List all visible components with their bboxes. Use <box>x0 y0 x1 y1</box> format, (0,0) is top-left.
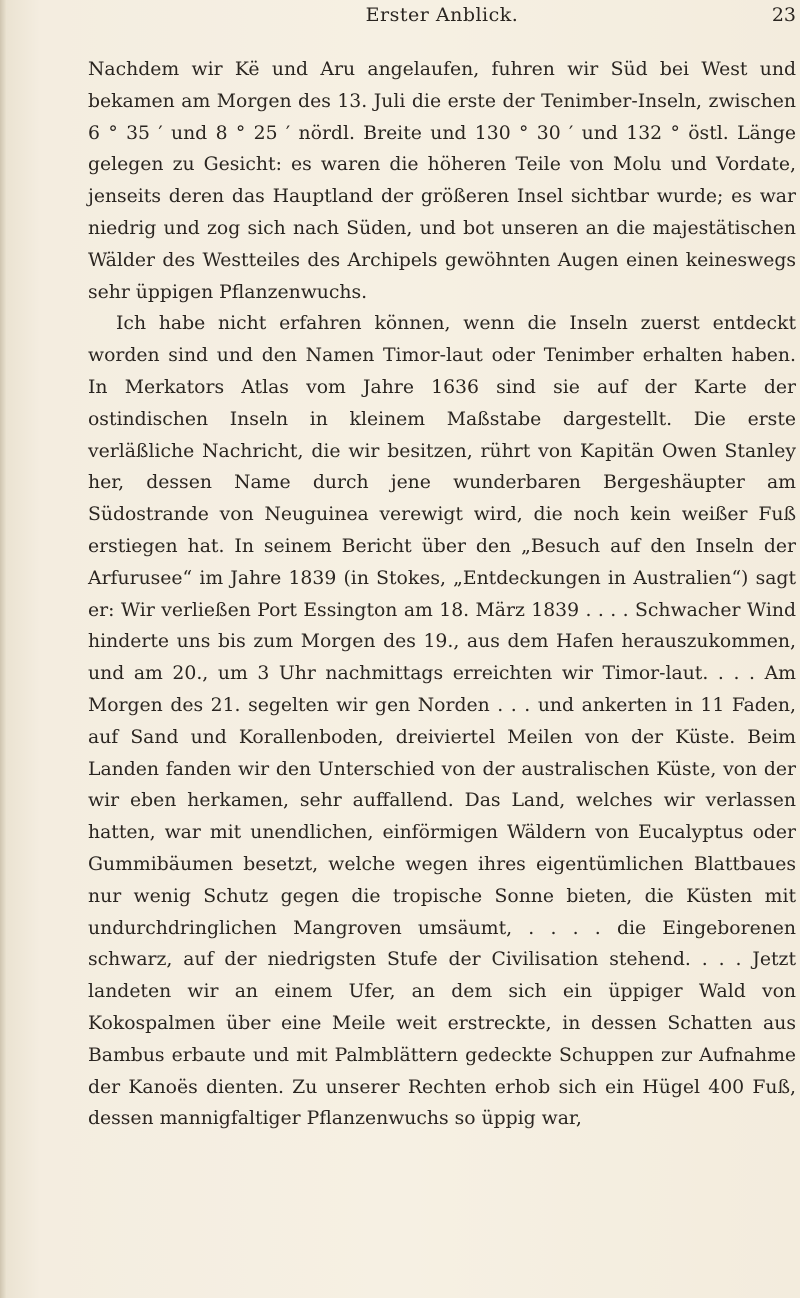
paragraph: Nachdem wir Kë und Aru angelaufen, fuhren wir Süd bei West und bekamen am Morgen des 13. Juli die erste der Tenimber-Inseln, zwischen 6 ° 35 ′ und 8 ° 25 ′ nördl. Breite und 130 ° 30 ′ und 132 ° östl. Länge gelegen zu Gesicht: es waren die höheren Teile von Molu und Vordate, jenseits deren das Hauptland der größeren Insel sichtbar wurde; es war niedrig und zog sich nach Süden, und bot unseren an die majestätischen Wälder des Westteiles des Archipels gewöhnten Augen einen keineswegs sehr üppigen Pflanzenwuchs. <box>88 59 796 303</box>
body-text <box>88 54 796 1135</box>
paragraph: Ich habe nicht erfahren können, wenn die Inseln zuerst entdeckt worden sind und den Namen Timor-laut oder Tenimber erhalten haben. In Merkators Atlas vom Jahre 1636 sind sie auf der Karte der ostindischen Inseln in kleinem Maßstabe dargestellt. Die erste verläßliche Nachricht, die wir besitzen, rührt von Kapitän Owen Stanley her, dessen Name durch jene wunderbaren Bergeshäupter am Südostrande von Neuguinea verewigt wird, die noch kein weißer Fuß erstiegen hat. In seinem Bericht über den „Besuch auf den Inseln der Arfurusee“ im Jahre 1839 (in Stokes, „Entdeckungen in Australien“) sagt er: Wir verließen Port Essington am 18. März 1839 . . . . Schwacher Wind hinderte uns bis zum Morgen des 19., aus dem Hafen herauszukommen, und am 20., um 3 Uhr nachmittags erreichten wir Timor-laut. . . . Am Morgen des 21. segelten wir gen Norden . . . und ankerten in 11 Faden, auf Sand und Korallenboden, dreiviertel Meilen von der Küste. Beim Landen fanden wir den Unterschied von der australischen Küste, von der wir eben herkamen, sehr auffallend. Das Land, welches wir verlassen hatten, war mit unendlichen, einförmigen Wäldern von Eucalyptus oder Gummibäumen besetzt, welche wegen ihres eigentümlichen Blattbaues nur wenig Schutz gegen die tropische Sonne bieten, die Küsten mit undurchdringlichen Mangroven umsäumt, . . . . die Eingeborenen schwarz, auf der niedrigsten Stufe der Civilisation stehend. . . . Jetzt landeten wir an einem Ufer, an dem sich ein üppiger Wald von Kokospalmen über eine Meile weit erstreckte, in dessen Schatten aus Bambus erbaute und mit Palmblättern gedeckte Schuppen zur Aufnahme der Kanoës dienten. Zu unserer Rechten erhob sich ein Hügel 400 Fuß, dessen mannigfaltiger Pflanzenwuchs so üppig war, <box>88 313 796 1130</box>
page-gutter <box>0 0 6 1298</box>
running-title: Erster Anblick. <box>365 4 519 26</box>
running-head <box>88 4 796 34</box>
page-number: 23 <box>771 4 796 26</box>
